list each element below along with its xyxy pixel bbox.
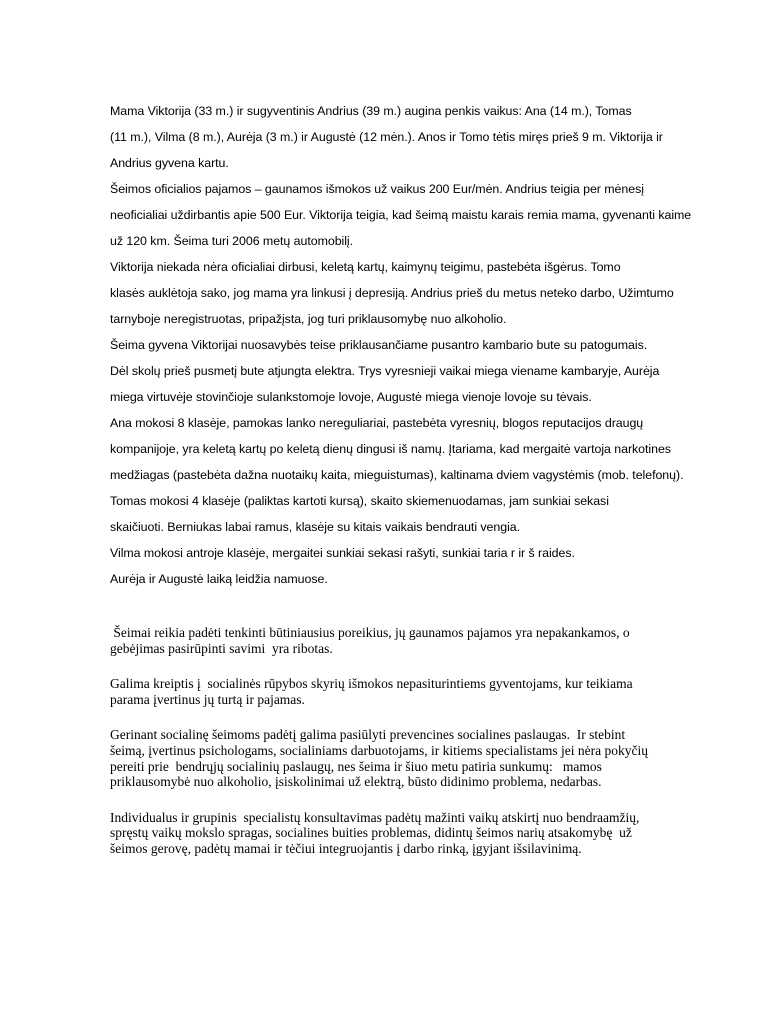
case-line: Ana mokosi 8 klasėje, pamokas lanko nereguliariai, pastebėta vyresnių, blogos reputacijos draugų bbox=[110, 416, 644, 430]
case-line: už 120 km. Šeima turi 2006 metų automobilį. bbox=[110, 234, 354, 248]
assessment-line: Individualus ir grupinis specialistų konsultavimas padėtų mažinti vaikų atskirtį nuo bendraamžių, bbox=[110, 809, 640, 825]
assessment-line: Gerinant socialinę šeimoms padėtį galima pasiūlyti prevencines socialines paslaugas. Ir stebint bbox=[110, 727, 626, 743]
assessment-line: Šeimai reikia padėti tenkinti būtiniausius poreikius, jų gaunamos pajamos yra nepakankamos, o bbox=[110, 625, 630, 640]
assessment-paragraph bbox=[110, 727, 722, 789]
case-line: Dėl skolų prieš pusmetį bute atjungta elektra. Trys vyresnieji vaikai miega viename kambaryje, Aurėja bbox=[110, 364, 660, 378]
case-line: Šeima gyvena Viktorijai nuosavybės teise priklausančiame pusantro kambario bute su patogumais. bbox=[110, 338, 648, 352]
assessment-line: šeimos gerovę, padėtų mamai ir tėčiui integruojantis į darbo rinką, įgyjant išsilavinimą. bbox=[110, 840, 582, 856]
case-line: Andrius gyvena kartu. bbox=[110, 156, 229, 170]
assessment-line: spręstų vaikų mokslo spragas, socialines buities problemas, didintų šeimos narių atsakomybę už bbox=[110, 825, 632, 841]
assessment bbox=[110, 625, 722, 877]
assessment-line: gebėjimas pasirūpinti savimi yra ribotas. bbox=[110, 640, 333, 656]
case-line: Šeimos oficialios pajamos – gaunamos išmokos už vaikus 200 Eur/mėn. Andrius teigia per mėnesį bbox=[110, 182, 644, 196]
case-line: Tomas mokosi 4 klasėje (paliktas kartoti kursą), skaito skiemenuodamas, jam sunkiai sekasi bbox=[110, 494, 609, 508]
case-line: klasės auklėtoja sako, jog mama yra linkusi į depresiją. Andrius prieš du metus neteko darbo, Užimtumo bbox=[110, 286, 674, 300]
assessment-line: Galima kreiptis į socialinės rūpybos skyrių išmokos nepasiturintiems gyventojams, kur teikiama bbox=[110, 676, 633, 692]
case-line: kompanijoje, yra keletą kartų po keletą dienų dingusi iš namų. Įtariama, kad mergaitė vartoja narkotines bbox=[110, 442, 671, 456]
assessment-paragraph bbox=[110, 810, 722, 857]
case-line: skaičiuoti. Berniukas labai ramus, klasėje su kitais vaikais bendrauti vengia. bbox=[110, 520, 521, 534]
case-line: Viktorija niekada nėra oficialiai dirbusi, keletą kartų, kaimynų teigimu, pastebėta išgėrus. Tomo bbox=[110, 260, 621, 274]
case-line: Mama Viktorija (33 m.) ir sugyventinis Andrius (39 m.) augina penkis vaikus: Ana (14 m.), Tomas bbox=[110, 104, 632, 118]
assessment-line: šeimą, įvertinus psichologams, socialiniams darbuotojams, ir kitiems specialistams jei nėra pokyčių bbox=[110, 742, 649, 758]
case-line: neoficialiai uždirbantis apie 500 Eur. Viktorija teigia, kad šeimą maistu karais remia mama, gyvenanti kaime bbox=[110, 208, 692, 222]
case-line: tarnyboje neregistruotas, pripažįsta, jog turi priklausomybę nuo alkoholio. bbox=[110, 312, 507, 326]
case-line: Aurėja ir Augustė laiką leidžia namuose. bbox=[110, 572, 328, 586]
assessment-line: parama įvertinus jų turtą ir pajamas. bbox=[110, 691, 305, 707]
assessment-paragraph bbox=[110, 676, 722, 707]
assessment-line: priklausomybė nuo alkoholio, įsiskolinimai už elektrą, būsto didinimo problema, nedarbas. bbox=[110, 774, 602, 790]
case-line: (11 m.), Vilma (8 m.), Aurėja (3 m.) ir Augustė (12 mėn.). Anos ir Tomo tėtis miręs prieš 9 m. Viktorija ir bbox=[110, 130, 663, 144]
case-line: miega virtuvėje stovinčioje sulankstomoje lovoje, Augustė miega vienoje lovoje su tėvais. bbox=[110, 390, 592, 404]
assessment-line: pereiti prie bendrųjų socialinių paslaugų, nes šeima ir šiuo metu patiria sunkumų: mamos bbox=[110, 758, 602, 774]
case-description bbox=[110, 98, 730, 592]
assessment-paragraph bbox=[110, 625, 722, 656]
case-line: Vilma mokosi antroje klasėje, mergaitei sunkiai sekasi rašyti, sunkiai taria r ir š raides. bbox=[110, 546, 575, 560]
case-line: medžiagas (pastebėta dažna nuotaikų kaita, mieguistumas), kaltinama dviem vagystėmis (mob. telefonų). bbox=[110, 468, 684, 482]
